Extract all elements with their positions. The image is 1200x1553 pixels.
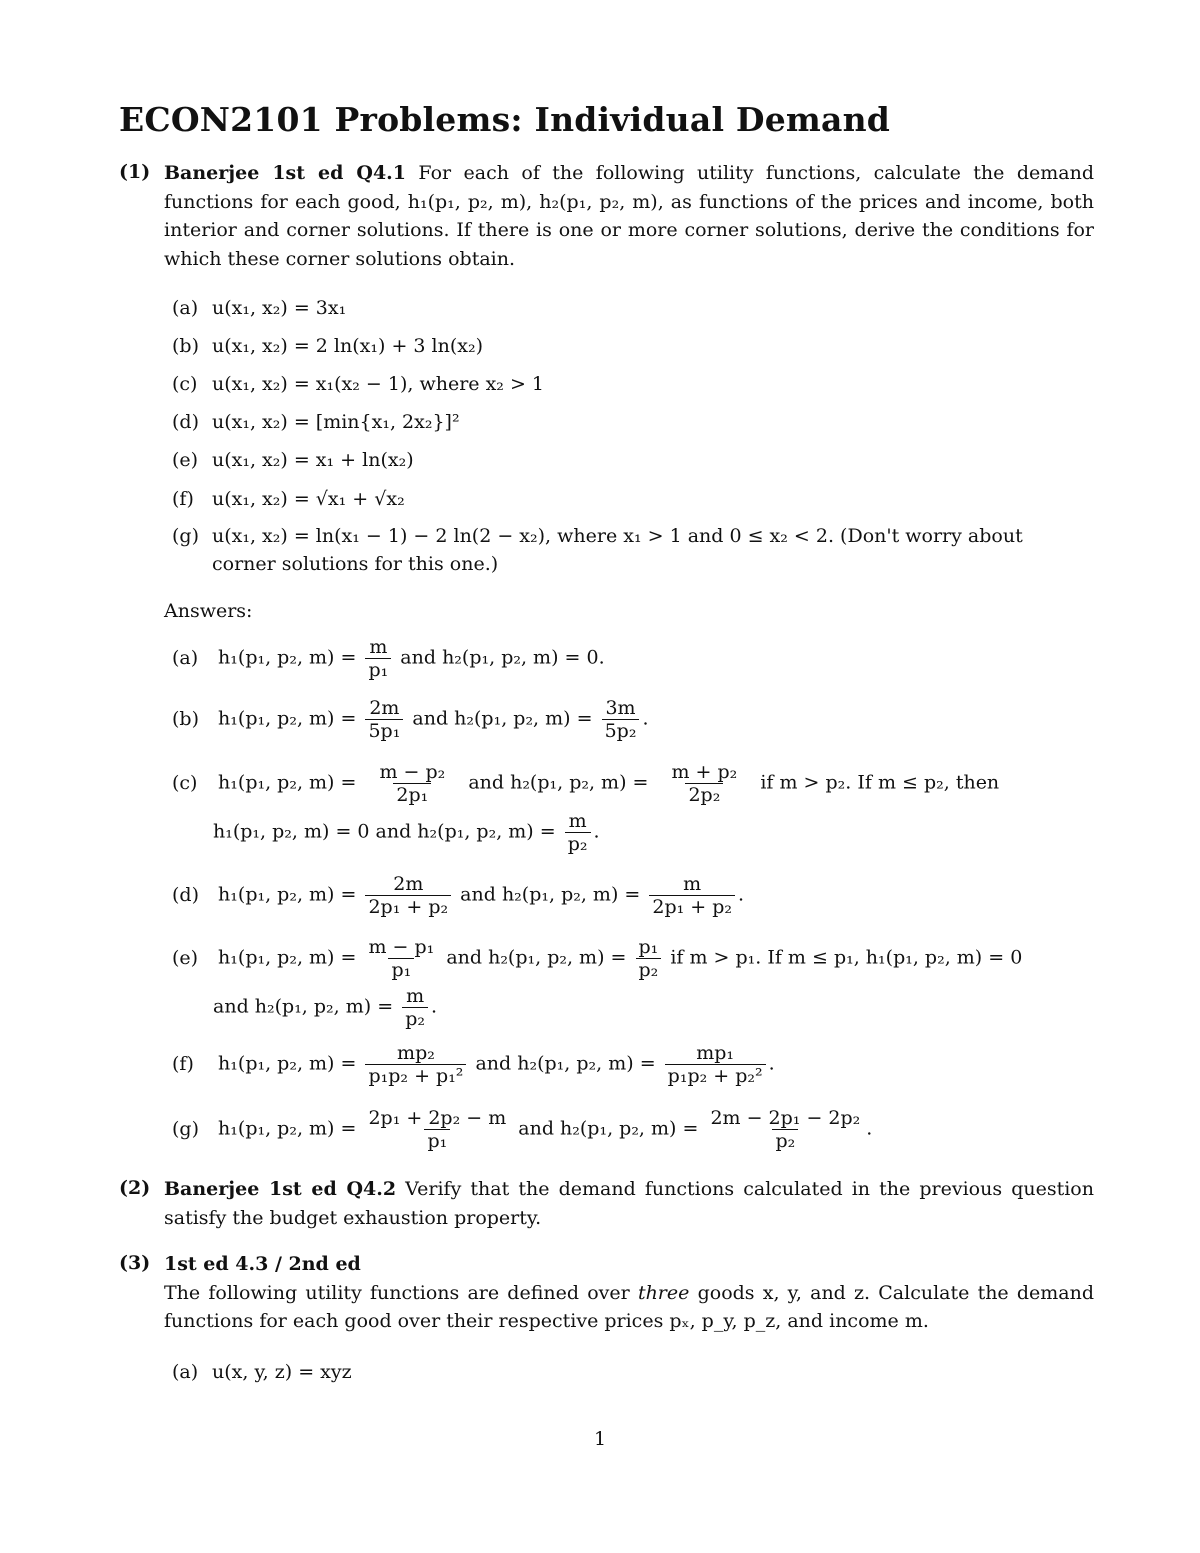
page-number: 1: [593, 1428, 607, 1450]
fraction: [365, 636, 391, 681]
question-2-number: (2): [119, 1177, 151, 1199]
fraction: [365, 1107, 509, 1152]
denominator: 5p₂: [602, 719, 640, 742]
fraction: [707, 1107, 863, 1152]
answer-d: [172, 873, 744, 918]
numerator: 2m: [369, 697, 400, 719]
q1-item-d: [172, 408, 1092, 436]
item-label: (f): [172, 488, 194, 510]
answer-label: (g): [172, 1117, 199, 1140]
question-1-number: (1): [119, 161, 151, 183]
numerator: m + p₂: [671, 761, 738, 783]
numerator: 2p₁ + 2p₂ − m: [368, 1107, 507, 1129]
denominator: p₂: [565, 832, 591, 855]
answer-tail: if m > p₂. If m ≤ p₂, then: [760, 771, 1000, 794]
answer-lhs: h₁(p₁, p₂, m) =: [218, 946, 357, 969]
question-2-lead: Banerjee 1st ed Q4.2: [164, 1178, 397, 1200]
question-3-lead: 1st ed 4.3 / 2nd ed: [164, 1253, 361, 1275]
question-1-lead: Banerjee 1st ed Q4.1: [164, 162, 406, 184]
answer-mid: and h₂(p₁, p₂, m) =: [446, 946, 627, 969]
answer-b: [172, 697, 649, 742]
answer-e-line2: [213, 985, 437, 1030]
answer-lhs: h₁(p₁, p₂, m) =: [218, 1117, 357, 1140]
answer-e: [172, 936, 1022, 981]
answer-tail: if m > p₁. If m ≤ p₁, h₁(p₁, p₂, m) = 0: [670, 946, 1023, 969]
answer-label: (e): [172, 946, 199, 969]
item-label: (b): [172, 335, 199, 357]
question-3-text: [164, 1250, 1094, 1336]
item-expr: u(x₁, x₂) = 2 ln(x₁) + 3 ln(x₂): [212, 335, 484, 357]
question-3-body-post: goods x, y, and z. Calculate the demand functions for each good over their respective prices pₓ, p_y, p_z, and income m.: [164, 1281, 1095, 1332]
fraction: [365, 873, 451, 918]
item-expr: u(x₁, x₂) = [min{x₁, 2x₂}]²: [212, 411, 460, 433]
question-2-text: [164, 1175, 1094, 1232]
question-1-text: [164, 159, 1094, 273]
answer-lhs: h₁(p₁, p₂, m) =: [218, 646, 357, 669]
item-label: (a): [172, 297, 199, 319]
fraction: [376, 761, 448, 806]
item-expr: u(x₁, x₂) = ln(x₁ − 1) − 2 ln(2 − x₂), where x₁ > 1 and 0 ≤ x₂ < 2. (Don't worry about corner solutions for this one.): [212, 525, 1023, 575]
answer-rest: and h₂(p₁, p₂, m) = 0.: [400, 646, 605, 669]
answer-label: (a): [172, 646, 199, 669]
answer-f: [172, 1042, 775, 1087]
q1-item-e: [172, 446, 1092, 474]
denominator: p₂: [402, 1007, 428, 1030]
numerator: m − p₁: [368, 936, 435, 958]
question-3-emphasis: three: [637, 1281, 690, 1304]
item-label: (e): [172, 449, 199, 471]
answer-end: .: [866, 1117, 873, 1140]
fraction: [602, 697, 640, 742]
denominator: p₁p₂ + p₂²: [665, 1064, 766, 1087]
item-expr: u(x₁, x₂) = √x₁ + √x₂: [212, 488, 405, 510]
numerator: m: [369, 636, 388, 658]
numerator: m: [568, 810, 587, 832]
item-label: (g): [172, 525, 199, 547]
item-expr: u(x₁, x₂) = 3x₁: [212, 297, 347, 319]
denominator: p₁: [365, 658, 391, 681]
answer-a: [172, 636, 605, 681]
q1-item-b: [172, 332, 1092, 360]
answer-lhs: h₁(p₁, p₂, m) =: [218, 883, 357, 906]
fraction: [665, 1042, 766, 1087]
fraction: [669, 761, 741, 806]
answer-label: (d): [172, 883, 199, 906]
answer-end: .: [768, 1052, 775, 1075]
answer-c: [172, 761, 999, 806]
denominator: p₁: [388, 958, 414, 981]
answer-label: (b): [172, 707, 199, 730]
numerator: mp₂: [397, 1042, 435, 1064]
question-3-number: (3): [119, 1252, 151, 1274]
answer-mid: and h₂(p₁, p₂, m) =: [460, 883, 641, 906]
numerator: m: [406, 985, 425, 1007]
denominator: 2p₁: [393, 783, 431, 806]
denominator: 2p₁ + p₂: [649, 895, 735, 918]
question-3-body-pre: The following utility functions are defined over: [164, 1281, 630, 1304]
answer-lhs: h₁(p₁, p₂, m) =: [218, 1052, 357, 1075]
answer-end: .: [738, 883, 745, 906]
fraction: [565, 810, 591, 855]
fraction: [365, 1042, 466, 1087]
q3-item-a: [172, 1358, 1092, 1386]
answer-c-line2: [213, 810, 600, 855]
fraction: [365, 936, 437, 981]
denominator: 5p₁: [365, 719, 403, 742]
answer-mid: and h₂(p₁, p₂, m) =: [475, 1052, 656, 1075]
answer-end: .: [593, 820, 600, 843]
question-2-body: Verify that the demand functions calculated in the previous question satisfy the budget exhaustion property.: [164, 1178, 1094, 1229]
numerator: p₁: [638, 936, 659, 958]
answer-line2: and h₂(p₁, p₂, m) =: [213, 995, 394, 1018]
fraction: [365, 697, 403, 742]
answer-end: .: [430, 995, 438, 1018]
item-expr: u(x₁, x₂) = x₁ + ln(x₂): [212, 449, 414, 471]
numerator: 2m: [393, 873, 424, 895]
denominator: p₂: [636, 958, 662, 981]
denominator: 2p₁ + p₂: [365, 895, 451, 918]
q1-item-c: [172, 370, 1092, 398]
answer-mid: and h₂(p₁, p₂, m) =: [468, 771, 649, 794]
answer-lhs: h₁(p₁, p₂, m) =: [218, 771, 357, 794]
answer-g: [172, 1107, 872, 1152]
fraction: [636, 936, 662, 981]
numerator: 3m: [605, 697, 636, 719]
answer-lhs: h₁(p₁, p₂, m) =: [218, 707, 357, 730]
item-label: (a): [172, 1361, 199, 1383]
answer-label: (c): [172, 771, 198, 794]
item-expr: u(x₁, x₂) = x₁(x₂ − 1), where x₂ > 1: [212, 373, 544, 395]
numerator: m − p₂: [379, 761, 446, 783]
answer-line2: h₁(p₁, p₂, m) = 0 and h₂(p₁, p₂, m) =: [213, 820, 556, 843]
question-1-body: For each of the following utility functions, calculate the demand functions for each good, h₁(p₁, p₂, m), h₂(p₁, p₂, m), as functions of the prices and income, both interior and corner solutions. If there is one or more corner solutions, derive the conditions for which these corner solutions obtain.: [164, 162, 1094, 270]
numerator: mp₁: [696, 1042, 735, 1064]
answer-label: (f): [172, 1052, 194, 1075]
numerator: 2m − 2p₁ − 2p₂: [710, 1107, 861, 1129]
denominator: p₁p₂ + p₁²: [365, 1064, 466, 1087]
item-expr: u(x, y, z) = xyz: [212, 1361, 352, 1383]
q1-item-a: [172, 294, 1092, 322]
denominator: p₂: [772, 1129, 798, 1152]
numerator: m: [683, 873, 702, 895]
answers-heading: Answers:: [164, 600, 253, 622]
fraction: [649, 873, 735, 918]
answer-mid: and h₂(p₁, p₂, m) =: [518, 1117, 699, 1140]
q1-item-f: [172, 485, 1092, 513]
answer-end: .: [642, 707, 649, 730]
item-label: (c): [172, 373, 198, 395]
item-label: (d): [172, 411, 199, 433]
answer-mid: and h₂(p₁, p₂, m) =: [412, 707, 593, 730]
fraction: [402, 985, 428, 1030]
q1-item-g: [172, 522, 1092, 578]
denominator: 2p₂: [685, 783, 723, 806]
denominator: p₁: [424, 1129, 450, 1152]
page-title: ECON2101 Problems: Individual Demand: [119, 100, 891, 139]
